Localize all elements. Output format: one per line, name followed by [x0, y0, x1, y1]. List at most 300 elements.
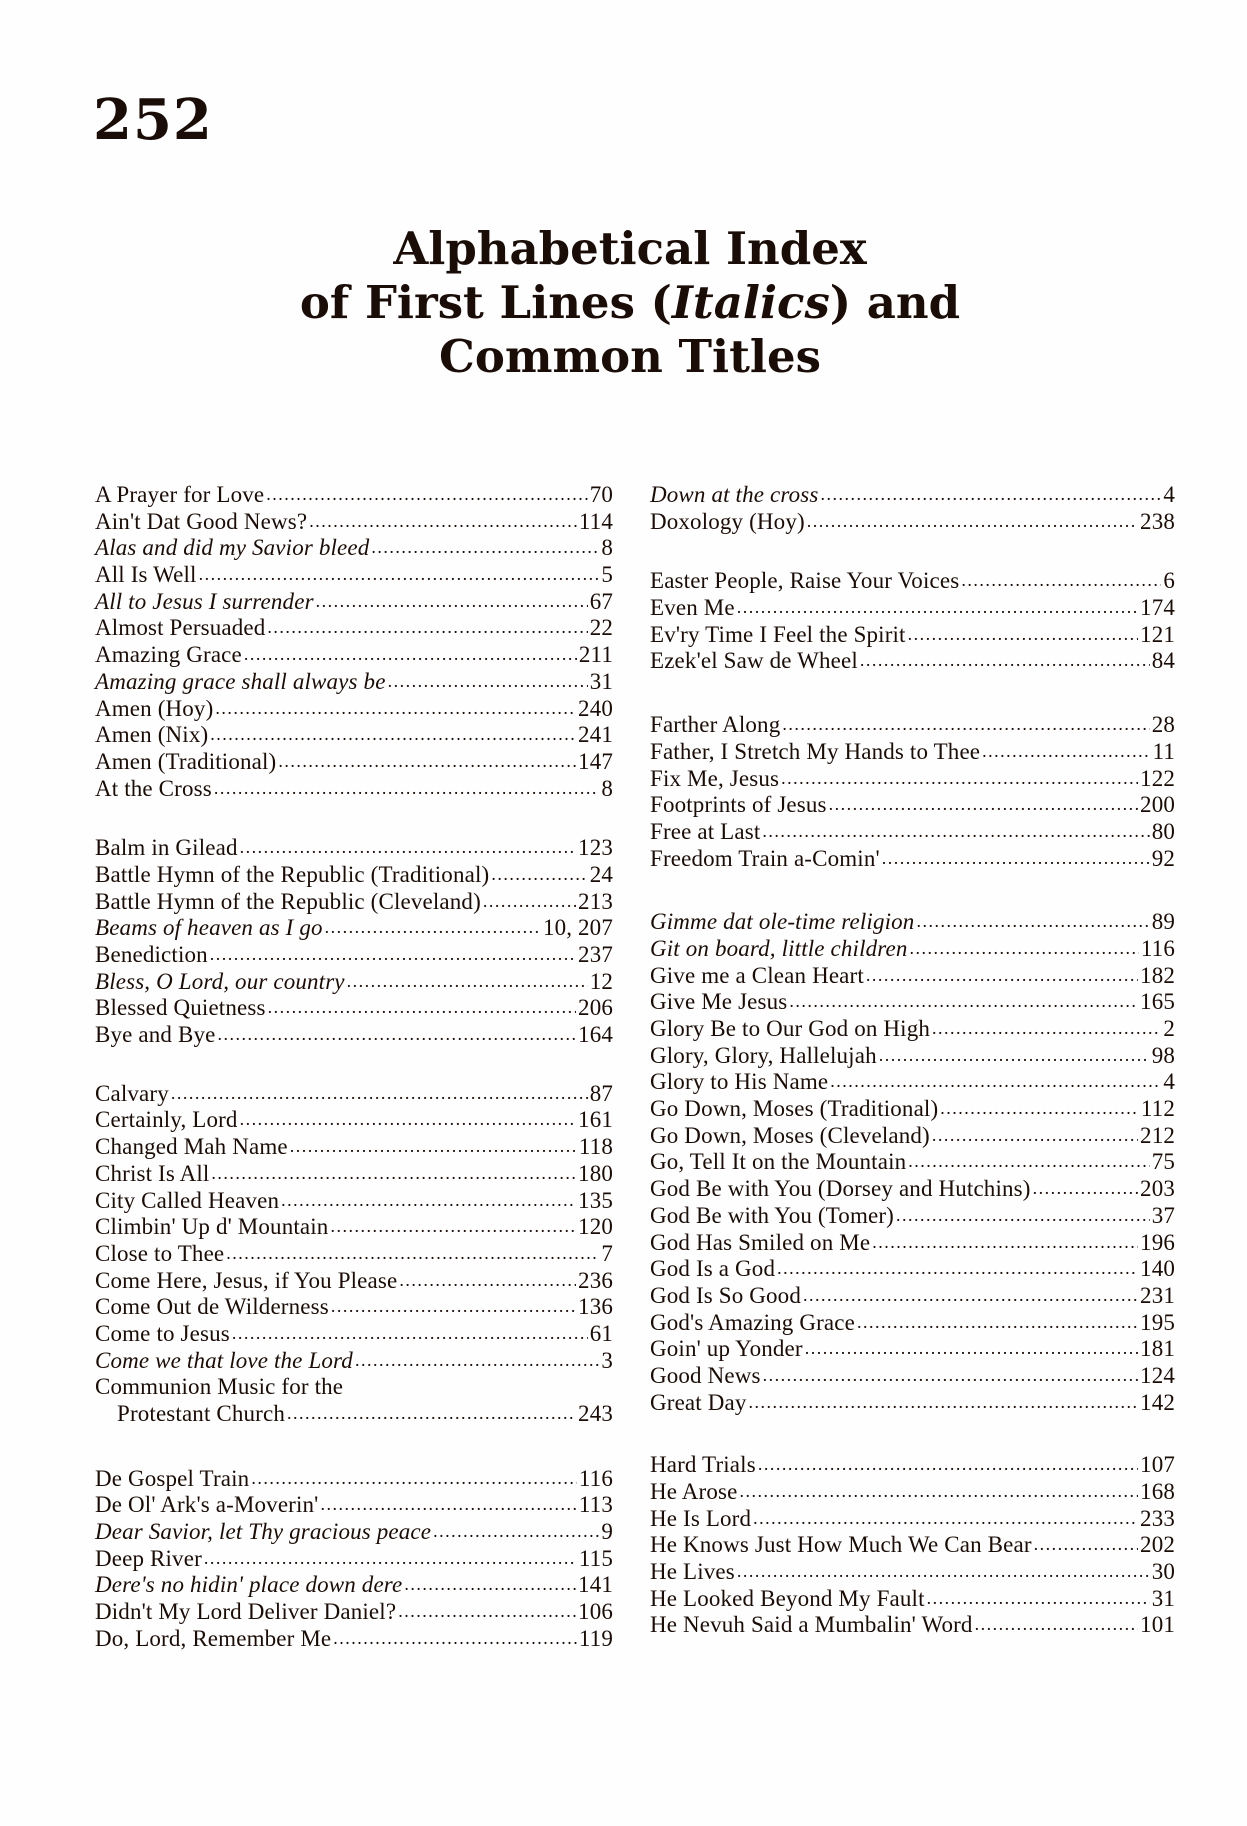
entry-title: Alas and did my Savior bleed	[95, 535, 370, 561]
index-entry	[650, 1043, 1175, 1070]
entry-page-number: 212	[1140, 1122, 1175, 1148]
dot-leader	[737, 594, 1138, 621]
entry-page-number: 116	[578, 1465, 613, 1491]
entry-title: God Be with You (Dorsey and Hutchins)	[650, 1176, 1031, 1202]
entry-title: God's Amazing Grace	[650, 1309, 855, 1335]
index-entry	[95, 1268, 613, 1295]
entry-page-number: 107	[1140, 1452, 1175, 1478]
entry-title: Bless, O Lord, our country	[95, 968, 345, 994]
dot-leader	[758, 1451, 1138, 1478]
index-entry	[95, 1321, 613, 1348]
index-entry	[650, 595, 1175, 622]
index-entry	[650, 648, 1175, 675]
title-line-2-post: ) and	[829, 276, 961, 329]
entry-title: Almost Persuaded	[95, 615, 266, 641]
entry-page-number: 11	[1152, 738, 1175, 764]
index-entry	[650, 1149, 1175, 1176]
dot-leader	[781, 765, 1138, 792]
dot-leader	[199, 561, 600, 588]
index-entry	[650, 819, 1175, 846]
index-column-right	[650, 482, 1175, 1639]
entry-title: Go Down, Moses (Cleveland)	[650, 1122, 930, 1148]
dot-leader	[210, 941, 576, 968]
dot-leader	[982, 738, 1150, 765]
entry-title: Amen (Hoy)	[95, 695, 214, 721]
entry-title: Amazing Grace	[95, 642, 242, 668]
dot-leader	[290, 1133, 577, 1160]
dot-leader	[215, 695, 576, 722]
dot-leader	[830, 1068, 1161, 1095]
entry-page-number: 116	[1140, 935, 1175, 961]
dot-leader	[975, 1611, 1138, 1638]
index-entry	[95, 776, 613, 803]
entry-page-number: 136	[578, 1294, 613, 1320]
entry-title: Glory to His Name	[650, 1069, 829, 1095]
index-entry	[650, 846, 1175, 873]
dot-leader	[330, 1213, 576, 1240]
index-entry	[650, 739, 1175, 766]
entry-title: Amen (Traditional)	[95, 748, 277, 774]
dot-leader	[820, 481, 1161, 508]
index-entry	[650, 1203, 1175, 1230]
entry-page-number: 120	[578, 1214, 613, 1240]
index-entry	[95, 749, 613, 776]
dot-leader	[388, 668, 588, 695]
entry-title: Didn't My Lord Deliver Daniel?	[95, 1599, 397, 1625]
entry-title: Beams of heaven as I go	[95, 915, 323, 941]
entry-title: Ezek'el Saw de Wheel	[650, 648, 858, 674]
index-entry	[650, 1336, 1175, 1363]
entry-title: He Lives	[650, 1559, 735, 1585]
entry-page-number: 4	[1163, 1069, 1175, 1095]
dot-leader	[204, 1545, 577, 1572]
entry-page-number: 123	[578, 835, 613, 861]
dot-leader	[287, 1400, 576, 1427]
index-entry	[95, 915, 613, 942]
dot-leader	[399, 1267, 576, 1294]
dot-leader	[932, 1015, 1161, 1042]
dot-leader	[171, 1080, 588, 1107]
entry-title: Come Here, Jesus, if You Please	[95, 1267, 398, 1293]
dot-leader	[244, 641, 577, 668]
index-entry	[650, 1479, 1175, 1506]
entry-title: Calvary	[95, 1080, 169, 1106]
dot-leader	[1034, 1531, 1138, 1558]
index-entry	[95, 969, 613, 996]
index-entry	[95, 535, 613, 562]
dot-leader	[896, 1202, 1150, 1229]
index-entry	[650, 936, 1175, 963]
entry-page-number: 238	[1140, 508, 1175, 534]
index-entry	[95, 1401, 613, 1428]
dot-leader	[762, 818, 1149, 845]
index-entry	[95, 1626, 613, 1653]
entry-title: Down at the cross	[650, 482, 819, 507]
index-entry	[95, 642, 613, 669]
entry-title: Close to Thee	[95, 1240, 225, 1266]
entry-title: Good News	[650, 1362, 761, 1388]
dot-leader	[879, 1042, 1150, 1069]
entry-page-number: 4	[1163, 482, 1175, 507]
entry-page-number: 37	[1151, 1202, 1175, 1228]
index-entry	[650, 1390, 1175, 1417]
entry-page-number: 206	[578, 995, 613, 1021]
dot-leader	[268, 994, 576, 1021]
entry-title: Protestant Church	[117, 1401, 285, 1426]
dot-leader	[916, 908, 1149, 935]
entry-page-number: 213	[578, 888, 613, 914]
index-entry	[95, 1599, 613, 1626]
entry-title: God Be with You (Tomer)	[650, 1202, 894, 1228]
entry-page-number: 181	[1140, 1336, 1175, 1362]
entry-title: He Nevuh Said a Mumbalin' Word	[650, 1612, 973, 1638]
index-entry	[95, 482, 613, 509]
index-entry	[95, 942, 613, 969]
entry-page-number: 113	[578, 1492, 613, 1518]
entry-page-number: 67	[589, 588, 613, 614]
dot-leader	[433, 1518, 599, 1545]
index-group	[650, 482, 1175, 535]
entry-page-number: 168	[1140, 1479, 1175, 1504]
entry-page-number: 122	[1140, 765, 1175, 791]
index-entry	[95, 1546, 613, 1573]
index-entry	[95, 562, 613, 589]
entry-page-number: 24	[589, 861, 613, 887]
dot-leader	[739, 1478, 1138, 1505]
entry-title: At the Cross	[95, 775, 212, 801]
entry-title: Bye and Bye	[95, 1022, 216, 1048]
dot-leader	[932, 1122, 1138, 1149]
index-entry	[95, 1081, 613, 1108]
dot-leader	[281, 1187, 576, 1214]
index-entry	[650, 1612, 1175, 1639]
entry-title: Fix Me, Jesus	[650, 765, 780, 791]
entry-page-number: 98	[1151, 1042, 1175, 1068]
index-entry	[650, 568, 1175, 595]
index-entry	[650, 1123, 1175, 1150]
entry-page-number: 121	[1140, 621, 1175, 647]
entry-title: Glory, Glory, Hallelujah	[650, 1042, 877, 1068]
title-line-1: Alphabetical Index	[393, 222, 867, 275]
entry-page-number: 8	[601, 775, 613, 801]
entry-title: Certainly, Lord	[95, 1107, 238, 1133]
entry-page-number: 118	[578, 1134, 613, 1160]
entry-page-number: 31	[589, 668, 613, 694]
index-entry	[95, 1572, 613, 1599]
entry-page-number: 135	[578, 1187, 613, 1213]
index-entry	[95, 1519, 613, 1546]
entry-title: A Prayer for Love	[95, 482, 265, 507]
dot-leader	[940, 1095, 1139, 1122]
entry-page-number: 243	[578, 1401, 613, 1426]
entry-title: Free at Last	[650, 818, 761, 844]
entry-title: Footprints of Jesus	[650, 792, 827, 818]
index-entry	[95, 589, 613, 616]
dot-leader	[829, 791, 1138, 818]
dot-leader	[331, 1293, 576, 1320]
dot-leader	[333, 1625, 577, 1652]
entry-title: God Has Smiled on Me	[650, 1229, 871, 1255]
index-entry	[650, 622, 1175, 649]
dot-leader	[211, 1160, 576, 1187]
entry-page-number: 119	[578, 1625, 613, 1651]
entry-title: Deep River	[95, 1545, 202, 1571]
dot-leader	[910, 935, 1139, 962]
entry-title: He Is Lord	[650, 1505, 752, 1531]
entry-title: City Called Heaven	[95, 1187, 280, 1213]
entry-page-number: 164	[578, 1022, 613, 1048]
entry-page-number: 30	[1151, 1559, 1175, 1585]
title-line-2-pre: of First Lines (	[299, 276, 672, 329]
index-entry	[650, 712, 1175, 739]
entry-title: Climbin' Up d' Mountain	[95, 1214, 329, 1240]
entry-page-number: 124	[1140, 1362, 1175, 1388]
entry-title: Communion Music for the	[95, 1374, 344, 1400]
entry-page-number: 106	[578, 1599, 613, 1625]
dot-leader	[214, 775, 600, 802]
index-entry	[95, 696, 613, 723]
dot-leader	[251, 1465, 577, 1492]
entry-page-number: 147	[578, 748, 613, 774]
entry-title: Balm in Gilead	[95, 835, 238, 861]
index-group	[650, 1452, 1175, 1639]
entry-page-number: 241	[578, 722, 613, 748]
entry-page-number: 236	[578, 1267, 613, 1293]
index-entry	[95, 1022, 613, 1049]
entry-title: Go Down, Moses (Traditional)	[650, 1096, 939, 1122]
dot-leader	[278, 748, 576, 775]
entry-page-number: 237	[578, 942, 613, 967]
dot-leader	[749, 1389, 1139, 1416]
entry-title: Great Day	[650, 1389, 747, 1415]
index-entry	[650, 1256, 1175, 1283]
entry-page-number: 142	[1140, 1389, 1175, 1415]
dot-leader	[782, 711, 1149, 738]
index-entry	[95, 862, 613, 889]
entry-title: Hard Trials	[650, 1452, 756, 1478]
title-italics-word: Italics	[671, 276, 830, 329]
index-entry	[650, 1506, 1175, 1533]
dot-leader	[753, 1505, 1138, 1532]
entry-page-number: 203	[1140, 1176, 1175, 1202]
entry-title: Give Me Jesus	[650, 989, 788, 1015]
dot-leader	[232, 1320, 588, 1347]
index-entry	[650, 1176, 1175, 1203]
entry-title: Ev'ry Time I Feel the Spirit	[650, 621, 906, 647]
entry-page-number: 3	[601, 1347, 613, 1373]
index-entry	[650, 963, 1175, 990]
index-entry	[95, 1466, 613, 1493]
index-column-left	[95, 482, 613, 1653]
entry-page-number: 141	[578, 1572, 613, 1598]
entry-title: Dere's no hidin' place down dere	[95, 1572, 403, 1598]
entry-title: Father, I Stretch My Hands to Thee	[650, 738, 981, 764]
dot-leader	[320, 1491, 576, 1518]
dot-leader	[491, 861, 587, 888]
entry-page-number: 28	[1151, 712, 1175, 738]
dot-leader	[860, 647, 1150, 674]
entry-title: He Knows Just How Much We Can Bear	[650, 1532, 1032, 1558]
page-title	[250, 222, 1010, 384]
entry-page-number: 80	[1151, 818, 1175, 844]
entry-page-number: 70	[589, 482, 613, 507]
dot-leader	[807, 508, 1138, 535]
entry-page-number: 202	[1140, 1532, 1175, 1558]
dot-leader	[240, 834, 576, 861]
entry-title: Farther Along	[650, 712, 781, 738]
dot-leader	[398, 1598, 576, 1625]
entry-title: Gimme dat ole-time religion	[650, 909, 915, 935]
index-entry	[650, 1559, 1175, 1586]
dot-leader	[789, 988, 1138, 1015]
index-entry	[95, 615, 613, 642]
index-group	[650, 568, 1175, 675]
index-entry	[650, 482, 1175, 509]
index-entry	[650, 1096, 1175, 1123]
index-entry	[650, 1069, 1175, 1096]
index-entry	[650, 1586, 1175, 1613]
dot-leader	[371, 534, 599, 561]
entry-page-number: 161	[578, 1107, 613, 1133]
dot-leader	[961, 567, 1161, 594]
entry-title: Christ Is All	[95, 1160, 210, 1186]
index-group	[650, 909, 1175, 1416]
entry-title: All to Jesus I surrender	[95, 588, 314, 614]
index-entry	[95, 669, 613, 696]
entry-title: Freedom Train a-Comin'	[650, 845, 880, 871]
entry-title: Easter People, Raise Your Voices	[650, 568, 960, 594]
entry-page-number: 101	[1140, 1612, 1175, 1638]
entry-title: Battle Hymn of the Republic (Traditional)	[95, 861, 490, 887]
entry-page-number: 12	[589, 968, 613, 994]
dot-leader	[1033, 1175, 1138, 1202]
entry-page-number: 84	[1151, 648, 1175, 674]
index-entry	[95, 1492, 613, 1519]
dot-leader	[325, 914, 541, 941]
entry-page-number: 7	[601, 1240, 613, 1266]
index-group	[95, 482, 613, 802]
entry-page-number: 182	[1140, 962, 1175, 988]
entry-page-number: 75	[1151, 1149, 1175, 1175]
dot-leader	[908, 1148, 1149, 1175]
entry-page-number: 92	[1151, 845, 1175, 871]
entry-title: Come Out de Wilderness	[95, 1294, 329, 1320]
title-line-3: Common Titles	[439, 330, 821, 383]
entry-page-number: 211	[578, 642, 613, 668]
entry-page-number: 165	[1140, 989, 1175, 1015]
index-entry	[95, 1374, 613, 1401]
index-entry	[95, 889, 613, 916]
entry-title: Go, Tell It on the Mountain	[650, 1149, 907, 1175]
index-entry	[95, 835, 613, 862]
dot-leader	[347, 968, 588, 995]
index-group	[650, 712, 1175, 872]
entry-page-number: 6	[1163, 568, 1175, 594]
entry-title: Blessed Quietness	[95, 995, 266, 1021]
dot-leader	[927, 1585, 1150, 1612]
index-entry	[95, 1241, 613, 1268]
entry-page-number: 89	[1151, 909, 1175, 935]
dot-leader	[805, 1335, 1138, 1362]
dot-leader	[866, 962, 1138, 989]
entry-page-number: 31	[1151, 1585, 1175, 1611]
entry-page-number: 200	[1140, 792, 1175, 818]
dot-leader	[316, 588, 588, 615]
entry-title: Even Me	[650, 595, 735, 621]
entry-page-number: 180	[578, 1160, 613, 1186]
index-entry	[650, 1283, 1175, 1310]
entry-title: God Is a God	[650, 1256, 776, 1282]
dot-leader	[226, 1240, 599, 1267]
dot-leader	[266, 481, 587, 508]
entry-title: Do, Lord, Remember Me	[95, 1625, 332, 1651]
entry-title: Amazing grace shall always be	[95, 668, 386, 694]
index-entry	[650, 509, 1175, 536]
entry-page-number: 233	[1140, 1505, 1175, 1531]
dot-leader	[483, 888, 576, 915]
entry-title: Benediction	[95, 942, 208, 967]
index-group	[95, 1466, 613, 1653]
index-entry	[650, 1452, 1175, 1479]
dot-leader	[267, 614, 587, 641]
entry-title: De Gospel Train	[95, 1465, 250, 1491]
entry-title: Ain't Dat Good News?	[95, 508, 308, 534]
index-entry	[95, 509, 613, 536]
entry-page-number: 140	[1140, 1256, 1175, 1282]
entry-page-number: 87	[589, 1080, 613, 1106]
dot-leader	[857, 1309, 1138, 1336]
entry-page-number: 2	[1163, 1016, 1175, 1041]
entry-title: Git on board, little children	[650, 935, 908, 961]
entry-title: Doxology (Hoy)	[650, 508, 805, 534]
index-entry	[95, 995, 613, 1022]
index-entry	[650, 1016, 1175, 1043]
index-entry	[95, 1107, 613, 1134]
index-entry	[95, 1214, 613, 1241]
index-entry	[650, 989, 1175, 1016]
entry-page-number: 9	[601, 1519, 613, 1545]
dot-leader	[763, 1362, 1138, 1389]
index-entry	[650, 1230, 1175, 1257]
dot-leader	[240, 1106, 576, 1133]
title-line-2	[250, 276, 1010, 330]
index-group	[95, 1081, 613, 1428]
entry-title: God Is So Good	[650, 1282, 801, 1308]
dot-leader	[404, 1571, 576, 1598]
entry-title: He Arose	[650, 1479, 738, 1504]
index-entry	[95, 722, 613, 749]
entry-page-number: 196	[1140, 1229, 1175, 1255]
entry-page-number: 10, 207	[542, 915, 613, 941]
dot-leader	[355, 1347, 599, 1374]
entry-title: Amen (Nix)	[95, 722, 209, 748]
entry-title: De Ol' Ark's a-Moverin'	[95, 1492, 319, 1518]
entry-title: Changed Mah Name	[95, 1134, 288, 1160]
entry-title: He Looked Beyond My Fault	[650, 1585, 925, 1611]
index-entry	[95, 1188, 613, 1215]
entry-page-number: 231	[1140, 1282, 1175, 1308]
dot-leader	[737, 1558, 1150, 1585]
entry-title: Come to Jesus	[95, 1320, 230, 1346]
index-group	[95, 835, 613, 1049]
entry-page-number: 114	[578, 508, 613, 534]
entry-page-number: 174	[1140, 595, 1175, 621]
dot-leader	[882, 845, 1150, 872]
index-entry	[650, 1532, 1175, 1559]
page-number: 252	[93, 87, 213, 153]
index-entry	[95, 1294, 613, 1321]
dot-leader	[908, 621, 1138, 648]
